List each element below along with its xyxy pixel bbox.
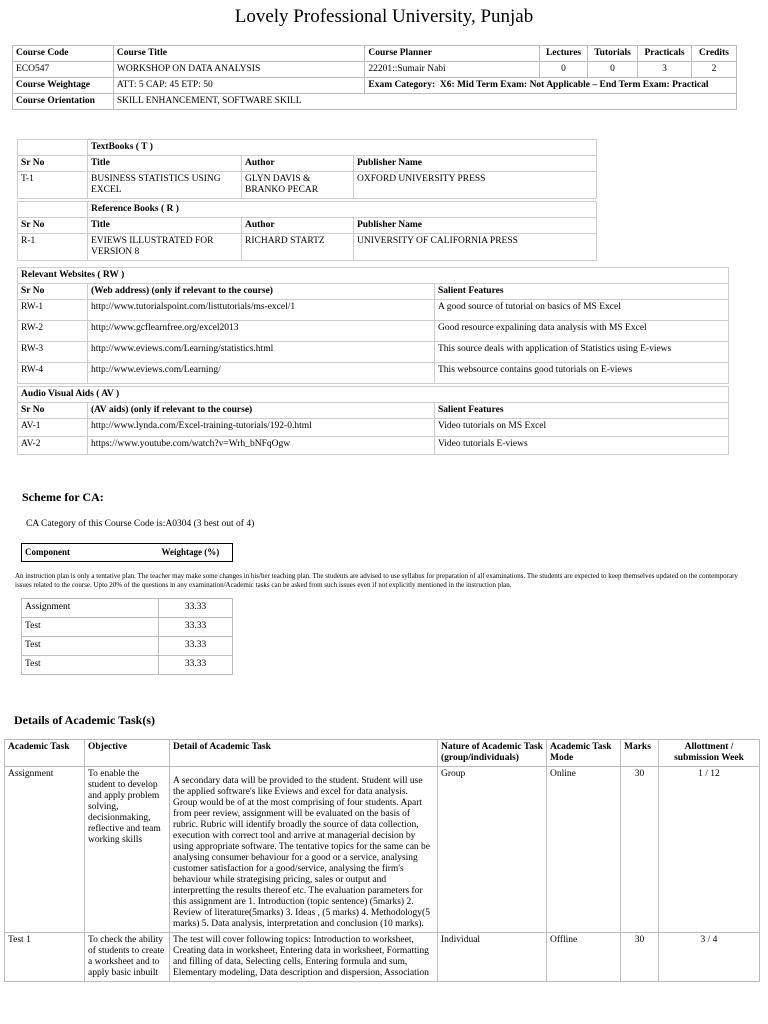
av-heading: Audio Visual Aids ( AV ) (18, 387, 729, 403)
table-row (18, 342, 729, 363)
component-header: Component (25, 547, 71, 557)
task-name: Test 1 (5, 933, 85, 982)
table-row (22, 656, 233, 675)
scheme-heading: Scheme for CA: (22, 490, 104, 504)
textbooks-publisher-header: Publisher Name (354, 156, 597, 172)
task-week: 1 / 12 (659, 767, 760, 933)
textbooks-srno-header: Sr No (18, 156, 88, 172)
component-name: Test (22, 637, 159, 656)
table-row (22, 618, 233, 637)
textbook-srno: T-1 (18, 172, 88, 199)
task-detail: The test will cover following topics: Introduction to worksheet, Creating data in worksheet, Entering data in worksheet, Formatting and filling of data, Selecting cells, Entering formula and sum, Elementary modeling, Data description and dispersion, Association (170, 933, 438, 982)
nature-header: Nature of Academic Task (group/individuals) (438, 740, 547, 767)
table-row (5, 767, 760, 933)
website-feature: This websource contains good tutorials on E-views (435, 363, 729, 384)
relevant-websites-table (17, 267, 729, 384)
textbooks-author-header: Author (242, 156, 354, 172)
task-name: Assignment (5, 767, 85, 933)
textbooks-title-header: Title (88, 156, 242, 172)
lectures-value: 0 (540, 62, 588, 78)
table-row (18, 321, 729, 342)
reference-author-header: Author (242, 218, 354, 234)
website-feature: Good resource expalining data analysis with MS Excel (435, 321, 729, 342)
task-objective: To enable the student to develop and apply problem solving, decisionmaking, reflective and team working skills (85, 767, 170, 933)
component-weightage: 33.33 (159, 656, 233, 675)
course-code-header: Course Code (13, 46, 114, 62)
textbooks-heading: TextBooks ( T ) (88, 140, 597, 156)
textbook-author: GLYN DAVIS & BRANKO PECAR (242, 172, 354, 199)
academic-tasks-heading: Details of Academic Task(s) (14, 713, 155, 727)
website-srno: RW-2 (18, 321, 88, 342)
av-link[interactable]: http://www.lynda.com/Excel-training-tutorials/192-0.html (88, 419, 435, 437)
table-row (18, 363, 729, 384)
course-title-header: Course Title (113, 46, 364, 62)
website-feature: This source deals with application of Statistics using E-views (435, 342, 729, 363)
av-link[interactable]: https://www.youtube.com/watch?v=Wrh_bNFqOgw (88, 437, 435, 455)
av-aids-header: (AV aids) (only if relevant to the course) (88, 403, 435, 419)
component-name: Assignment (22, 599, 159, 618)
task-header: Academic Task (5, 740, 85, 767)
table-row (18, 419, 729, 437)
lectures-header: Lectures (540, 46, 588, 62)
component-name: Test (22, 656, 159, 675)
website-link[interactable]: http://www.eviews.com/Learning/ (88, 363, 435, 384)
textbooks-table (17, 139, 597, 199)
course-orientation-label: Course Orientation (13, 94, 114, 110)
websites-heading: Relevant Websites ( RW ) (18, 268, 729, 284)
task-week: 3 / 4 (659, 933, 760, 982)
exam-category-value: X6: Mid Term Exam: Not Applicable – End Term Exam: Practical (439, 80, 709, 90)
reference-publisher-header: Publisher Name (354, 218, 597, 234)
task-nature: Individual (438, 933, 547, 982)
task-marks: 30 (621, 767, 659, 933)
ca-category: CA Category of this Course Code is:A0304 (3 best out of 4) (26, 519, 255, 529)
credits-header: Credits (691, 46, 736, 62)
av-srno: AV-2 (18, 437, 88, 455)
course-planner: 22201::Sumair Nabi (365, 62, 540, 78)
exam-category-label: Exam Category: (368, 80, 436, 90)
av-srno-header: Sr No (18, 403, 88, 419)
table-row (18, 437, 729, 455)
table-row (18, 300, 729, 321)
component-weightage: 33.33 (159, 618, 233, 637)
weightage-header: Weightage (%) (161, 547, 220, 557)
website-link[interactable]: http://www.gcflearnfree.org/excel2013 (88, 321, 435, 342)
reference-books-table (17, 201, 597, 261)
table-row (18, 172, 597, 199)
practicals-header: Practicals (638, 46, 692, 62)
component-header-table (21, 543, 233, 562)
credits-value: 2 (691, 62, 736, 78)
textbook-title: BUSINESS STATISTICS USING EXCEL (88, 172, 242, 199)
academic-tasks-table (4, 739, 760, 982)
table-row (22, 599, 233, 618)
reference-books-heading: Reference Books ( R ) (88, 202, 597, 218)
av-feature: Video tutorials E-views (435, 437, 729, 455)
component-name: Test (22, 618, 159, 637)
course-planner-header: Course Planner (365, 46, 540, 62)
task-objective: To check the ability of students to create a worksheet and to apply basic inbuilt (85, 933, 170, 982)
practicals-value: 3 (638, 62, 692, 78)
task-nature: Group (438, 767, 547, 933)
task-marks: 30 (621, 933, 659, 982)
course-weightage-label: Course Weightage (13, 78, 114, 94)
exam-category (365, 78, 737, 94)
ca-components-table (21, 598, 233, 675)
av-srno: AV-1 (18, 419, 88, 437)
reference-title-header: Title (88, 218, 242, 234)
course-info-table (12, 45, 737, 110)
textbook-publisher: OXFORD UNIVERSITY PRESS (354, 172, 597, 199)
tutorials-header: Tutorials (588, 46, 638, 62)
course-title: WORKSHOP ON DATA ANALYSIS (113, 62, 364, 78)
course-orientation-value: SKILL ENHANCEMENT, SOFTWARE SKILL (113, 94, 736, 110)
week-header: Allottment / submission Week (659, 740, 760, 767)
table-row (22, 637, 233, 656)
task-detail: A secondary data will be provided to the student. Student will use the applied software's like Eviews and excel for data analysis. Group would be of at the most comprising of four students. Apart from peer review, assignment will be evaluated on the basis of rubric. Rubric will identify broadly the source of data collection, execution with correct tool and arrive at managerial decision by using appropriate software. The tentative topics for the same can be analysing consumer behaviour for a good or a service, analysing customer satisfaction for a good/service, analysing the firm's behaviour while strategising pricing, sales or output and interpretting the results thereof etc. The evaluation parameters for this assignment are 1. Introduction (topic sentence) (5marks) 2. Review of literature(5marks) 3. Ideas , (5 marks) 4. Methodology(5 marks) 5. Data analysis, interpretation and conclusion (10 marks). (170, 767, 438, 933)
website-srno: RW-4 (18, 363, 88, 384)
reference-author: RICHARD STARTZ (242, 234, 354, 261)
component-weightage: 33.33 (159, 599, 233, 618)
table-row (18, 234, 597, 261)
website-link[interactable]: http://www.eviews.com/Learning/statistics.html (88, 342, 435, 363)
table-row (5, 933, 760, 982)
audio-visual-aids-table (17, 386, 729, 455)
detail-header: Detail of Academic Task (170, 740, 438, 767)
tutorials-value: 0 (588, 62, 638, 78)
websites-srno-header: Sr No (18, 284, 88, 300)
reference-srno: R-1 (18, 234, 88, 261)
av-features-header: Salient Features (435, 403, 729, 419)
reference-publisher: UNIVERSITY OF CALIFORNIA PRESS (354, 234, 597, 261)
task-mode: Online (547, 767, 621, 933)
marks-header: Marks (621, 740, 659, 767)
av-feature: Video tutorials on MS Excel (435, 419, 729, 437)
task-mode: Offline (547, 933, 621, 982)
component-weightage: 33.33 (159, 637, 233, 656)
websites-features-header: Salient Features (435, 284, 729, 300)
websites-address-header: (Web address) (only if relevant to the course) (88, 284, 435, 300)
instruction-note: An instruction plan is only a tentative plan. The teacher may make some changes in his/her teaching plan. The students are advised to use syllabus for preparation of all examinations. The students are expected to keep themselves updated on the contemporary issues related to the course. Upto 20% of the questions in any examination/Academic tasks can be asked from such issues even if not explicitly mentioned in the instruction plan. (15, 572, 738, 589)
page-title: Lovely Professional University, Punjab (234, 6, 534, 27)
website-link[interactable]: http://www.tutorialspoint.com/listtutorials/ms-excel/1 (88, 300, 435, 321)
website-srno: RW-3 (18, 342, 88, 363)
course-code: ECO547 (13, 62, 114, 78)
objective-header: Objective (85, 740, 170, 767)
reference-srno-header: Sr No (18, 218, 88, 234)
mode-header: Academic Task Mode (547, 740, 621, 767)
website-srno: RW-1 (18, 300, 88, 321)
reference-title: EVIEWS ILLUSTRATED FOR VERSION 8 (88, 234, 242, 261)
course-weightage-value: ATT: 5 CAP: 45 ETP: 50 (113, 78, 364, 94)
website-feature: A good source of tutorial on basics of MS Excel (435, 300, 729, 321)
